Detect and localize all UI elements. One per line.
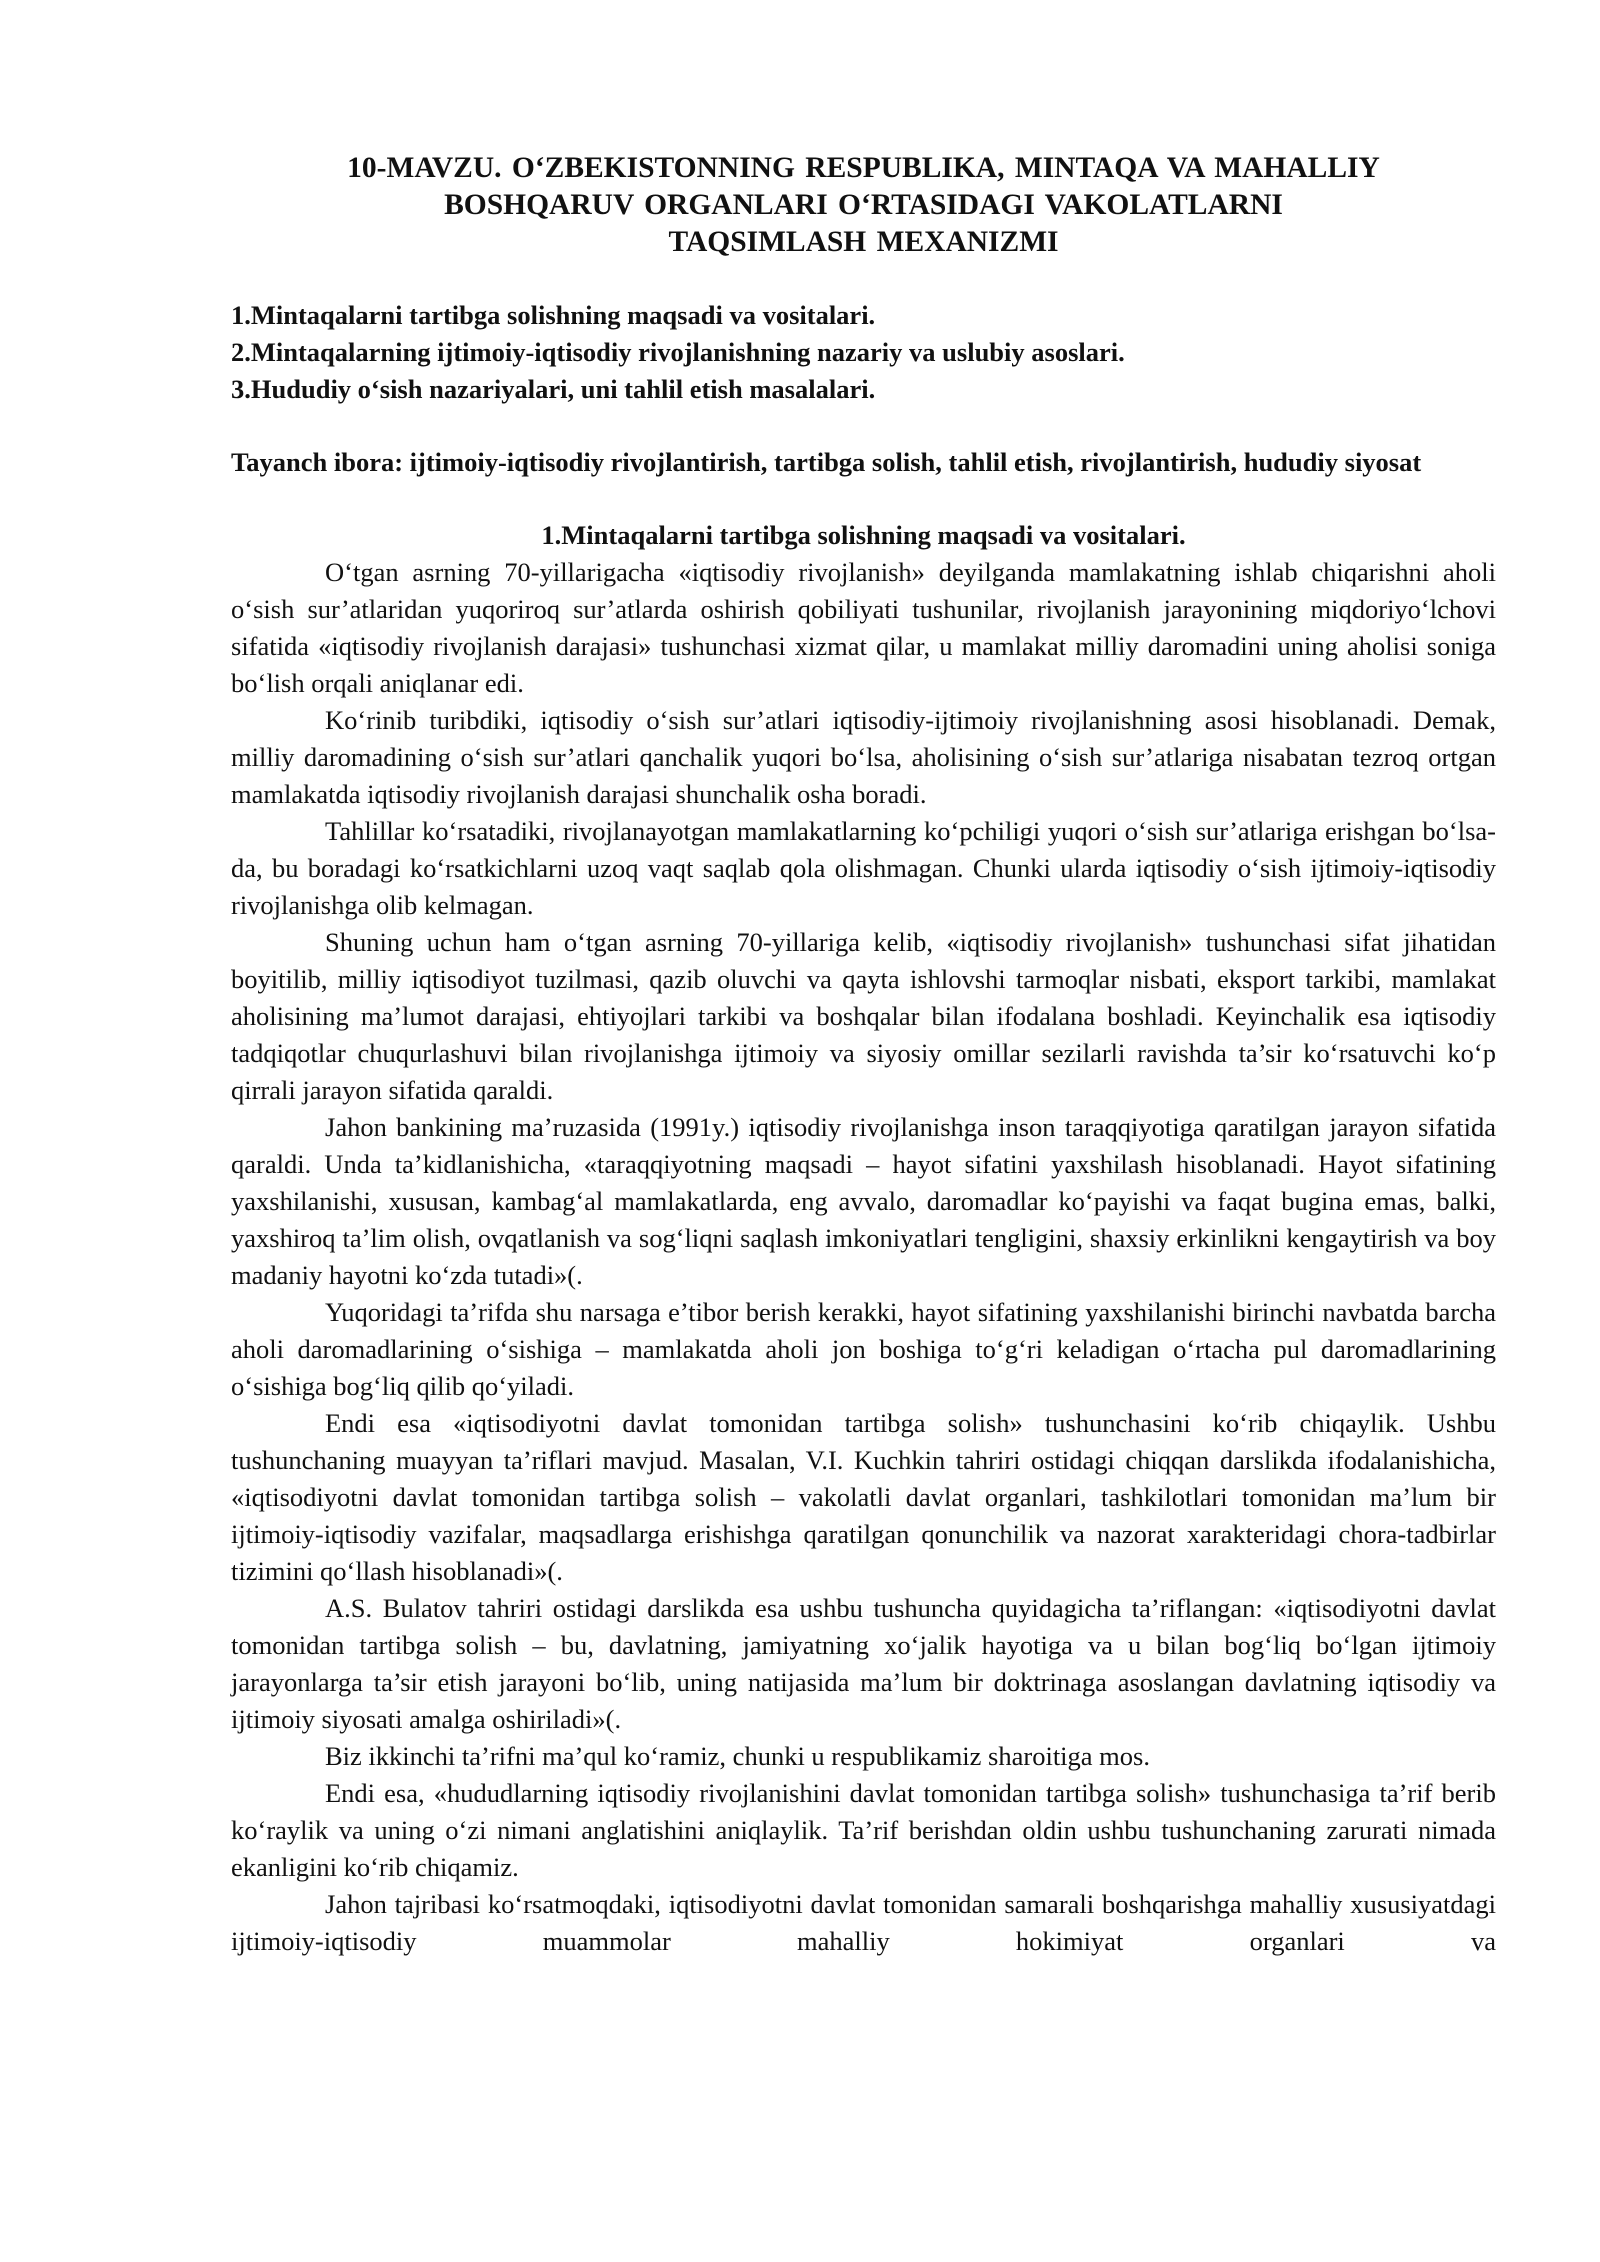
topic-item: 1.Mintaqalarni tartibga solishning maqsadi va vositalari. bbox=[231, 300, 876, 330]
page-title bbox=[231, 150, 1496, 261]
paragraph: Jahon tajribasi ko‘rsatmoqdaki, iqtisodiyotni davlat tomonidan samarali boshqarishga mahalliy xususiyatdagi ijtimoiy-iqtisodiy muammolar mahalliy hokimiyat organlari va bbox=[231, 1889, 1496, 1956]
title-line: BOSHQARUV ORGANLARI O‘RTASIDAGI VAKOLATLARNI bbox=[444, 189, 1283, 221]
paragraph: Jahon bankining ma’ruzasida (1991y.) iqtisodiy rivojlanishga inson taraqqiyotiga qaratilgan jarayon sifatida qaraldi. Unda ta’kidlanishicha, «taraqqiyotning maqsadi – hayot sifatini yaxshilash hisoblanadi. Hayot sifatining yaxshilanishi, xususan, kambag‘al mamlakatlarda, eng avvalo, daromadlar ko‘payishi va faqat bugina emas, balki, yaxshiroq ta’lim olish, ovqatlanish va sog‘liqni saqlash imkoniyatlari tengligini, shaxsiy erkinlikni kengaytirish va boy madaniy hayotni ko‘zda tutadi»(. bbox=[231, 1112, 1496, 1290]
paragraph: A.S. Bulatov tahriri ostidagi darslikda esa ushbu tushuncha quyidagicha ta’riflangan: «iqtisodiyotni davlat tomonidan tartibga solish – bu, davlatning, jamiyatning xo‘jalik hayotiga va u bilan bog‘liq bo‘lgan ijtimoiy jarayonlarga ta’sir etish jarayoni bo‘lib, uning natijasida ma’lum bir doktrinaga asoslangan davlatning iqtisodiy va ijtimoiy siyosati amalga oshiriladi»(. bbox=[231, 1593, 1496, 1734]
paragraph: Tahlillar ko‘rsatadiki, rivojlanayotgan mamlakatlarning ko‘pchiligi yuqori o‘sish sur’atlariga erishgan bo‘lsa-da, bu boradagi ko‘rsatkichlarni uzoq vaqt saqlab qola olishmagan. Chunki ularda iqtisodiy o‘sish ijtimoiy-iqtisodiy rivojlanishga olib kelmagan. bbox=[231, 816, 1496, 920]
keywords: Tayanch ibora: ijtimoiy-iqtisodiy rivojlantirish, tartibga solish, tahlil etish, rivojlantirish, hududiy siyosat bbox=[231, 447, 1422, 477]
paragraph: O‘tgan asrning 70-yillarigacha «iqtisodiy rivojlanish» deyilganda mamlakatning ishlab chiqarishni aholi o‘sish sur’atlaridan yuqoriroq sur’atlarda oshirish qobiliyati tushunilar, rivojlanish jarayonining miqdoriyo‘lchovi sifatida «iqtisodiy rivojlanish darajasi» tushunchasi xizmat qilar, u mamlakat milliy daromadini uning aholisi soniga bo‘lish orqali aniqlanar edi. bbox=[231, 557, 1496, 698]
paragraph: Ko‘rinib turibdiki, iqtisodiy o‘sish sur’atlari iqtisodiy-ijtimoiy rivojlanishning asosi hisoblanadi. Demak, milliy daromadining o‘sish sur’atlari qanchalik yuqori bo‘lsa, aholisining o‘sish sur’atlariga nisabatan tezroq ortgan mamlakatda iqtisodiy rivojlanish darajasi shunchalik osha boradi. bbox=[231, 705, 1496, 809]
topic-item: 2.Mintaqalarning ijtimoiy-iqtisodiy rivojlanishning nazariy va uslubiy asoslari. bbox=[231, 337, 1125, 367]
title-line: 10-MAVZU. O‘ZBEKISTONNING RESPUBLIKA, MINTAQA VA MAHALLIY bbox=[347, 152, 1380, 184]
paragraph: Endi esa «iqtisodiyotni davlat tomonidan tartibga solish» tushunchasini ko‘rib chiqaylik. Ushbu tushunchaning muayyan ta’riflari mavjud. Masalan, V.I. Kuchkin tahriri ostidagi chiqqan darslikda ifodalanishicha, «iqtisodiyotni davlat tomonidan tartibga solish – vakolatli davlat organlari, tashkilotlari tomonidan ma’lum bir ijtimoiy-iqtisodiy vazifalar, maqsadlarga erishishga qaratilgan qonunchilik va nazorat xarakteridagi chora-tadbirlar tizimini qo‘llash hisoblanadi»(. bbox=[231, 1408, 1496, 1586]
topic-item: 3.Hududiy o‘sish nazariyalari, uni tahlil etish masalalari. bbox=[231, 374, 876, 404]
paragraph: Endi esa, «hududlarning iqtisodiy rivojlanishini davlat tomonidan tartibga solish» tushunchasiga ta’rif berib ko‘raylik va uning o‘zi nimani anglatishini aniqlaylik. Ta’rif berishdan oldin ushbu tushunchaning zarurati nimada ekanligini ko‘rib chiqamiz. bbox=[231, 1778, 1496, 1882]
section-heading: 1.Mintaqalarni tartibga solishning maqsadi va vositalari. bbox=[541, 520, 1186, 550]
topic-list bbox=[231, 297, 1496, 408]
title-line: TAQSIMLASH MEXANIZMI bbox=[668, 226, 1059, 258]
document-body bbox=[231, 150, 1496, 1960]
paragraph: Shuning uchun ham o‘tgan asrning 70-yillariga kelib, «iqtisodiy rivojlanish» tushunchasi sifat jihatidan boyitilib, milliy iqtisodiyot tuzilmasi, qazib oluvchi va qayta ishlovshi tarmoqlar nisbati, eksport tarkibi, mamlakat aholisining ma’lumot darajasi, ehtiyojlari tarkibi va boshqalar bilan ifodalana boshladi. Keyinchalik esa iqtisodiy tadqiqotlar chuqurlashuvi bilan rivojlanishga ijtimoiy va siyosiy omillar sezilarli ravishda ta’sir ko‘rsatuvchi ko‘p qirrali jarayon sifatida qaraldi. bbox=[231, 927, 1496, 1105]
paragraph: Yuqoridagi ta’rifda shu narsaga e’tibor berish kerakki, hayot sifatining yaxshilanishi birinchi navbatda barcha aholi daromadlarining o‘sishiga – mamlakatda aholi jon boshiga to‘g‘ri keladigan o‘rtacha pul daromadlarining o‘sishiga bog‘liq qilib qo‘yiladi. bbox=[231, 1297, 1496, 1401]
paragraph: Biz ikkinchi ta’rifni ma’qul ko‘ramiz, chunki u respublikamiz sharoitiga mos. bbox=[325, 1741, 1150, 1771]
